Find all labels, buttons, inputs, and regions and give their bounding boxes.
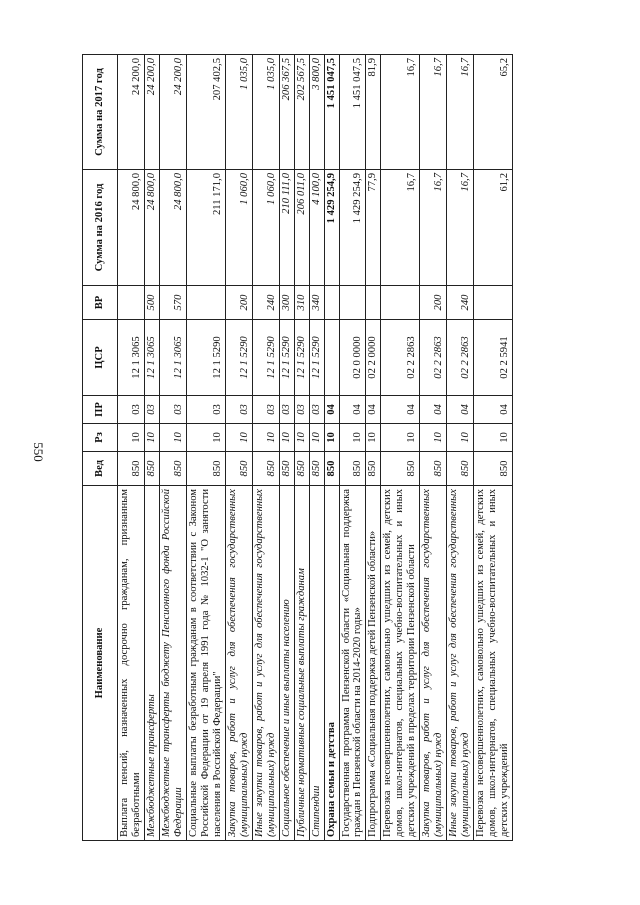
table-row bbox=[186, 55, 225, 841]
header-csr: ЦСР bbox=[83, 320, 118, 396]
row-sum-2017: 1 035,0 bbox=[225, 55, 252, 170]
row-csr: 02 2 5941 bbox=[474, 320, 513, 396]
row-csr: 02 2 2863 bbox=[420, 320, 447, 396]
row-name: Перевозка несовершеннолетних, самовольно ушедших из семей, детских домов, школ-интернатов, специальных учебно-воспитательных и иных детских учреждений bbox=[474, 486, 513, 841]
row-rz: 10 bbox=[381, 424, 420, 452]
row-sum-2017: 24 200,0 bbox=[159, 55, 186, 170]
row-name: Иные закупки товаров, работ и услуг для обеспечения государственных (муниципальных) нужд bbox=[252, 486, 279, 841]
row-csr: 12 1 3065 bbox=[159, 320, 186, 396]
row-rz: 10 bbox=[279, 424, 294, 452]
row-ved: 850 bbox=[420, 452, 447, 486]
row-csr: 12 1 5290 bbox=[279, 320, 294, 396]
row-ved: 850 bbox=[339, 452, 366, 486]
row-name: Публичные нормативные социальные выплаты гражданам bbox=[294, 486, 309, 841]
row-pr: 03 bbox=[159, 396, 186, 424]
row-pr: 04 bbox=[474, 396, 513, 424]
row-sum-2016: 1 060,0 bbox=[225, 170, 252, 286]
row-rz: 10 bbox=[159, 424, 186, 452]
row-sum-2016: 24 800,0 bbox=[159, 170, 186, 286]
header-pr: ПР bbox=[83, 396, 118, 424]
row-name: Социальные выплаты безработным гражданам в соответствии с Законом Российской Федерации от 19 апреля 1991 года № 1032-1 "О занятости населения в Российской Федерации" bbox=[186, 486, 225, 841]
row-csr: 02 2 0000 bbox=[366, 320, 381, 396]
row-csr bbox=[324, 320, 339, 396]
row-ved: 850 bbox=[252, 452, 279, 486]
row-rz: 10 bbox=[366, 424, 381, 452]
row-rz: 10 bbox=[294, 424, 309, 452]
row-ved: 850 bbox=[159, 452, 186, 486]
row-rz: 10 bbox=[447, 424, 474, 452]
header-name: Наименование bbox=[83, 486, 118, 841]
row-pr: 03 bbox=[225, 396, 252, 424]
row-csr: 12 1 3065 bbox=[144, 320, 159, 396]
row-sum-2016: 1 429 254,9 bbox=[339, 170, 366, 286]
row-vr: 300 bbox=[279, 286, 294, 320]
header-sum-2017: Сумма на 2017 год bbox=[83, 55, 118, 170]
row-vr: 340 bbox=[309, 286, 324, 320]
row-ved: 850 bbox=[144, 452, 159, 486]
row-ved: 850 bbox=[366, 452, 381, 486]
table-row bbox=[159, 55, 186, 841]
rotated-table-container bbox=[82, 55, 594, 841]
row-name: Государственная программа Пензенской области «Социальная поддержка граждан в Пензенской области на 2014-2020 годы» bbox=[339, 486, 366, 841]
row-sum-2017: 1 451 047,5 bbox=[324, 55, 339, 170]
row-csr: 12 1 5290 bbox=[309, 320, 324, 396]
row-vr: 200 bbox=[225, 286, 252, 320]
table-row bbox=[252, 55, 279, 841]
row-sum-2017: 24 200,0 bbox=[118, 55, 145, 170]
row-name: Иные закупки товаров, работ и услуг для обеспечения государственных (муниципальных) нужд bbox=[447, 486, 474, 841]
row-name: Подпрограмма «Социальная поддержка детей Пензенской области» bbox=[366, 486, 381, 841]
row-sum-2016: 24 800,0 bbox=[118, 170, 145, 286]
row-sum-2016: 24 800,0 bbox=[144, 170, 159, 286]
row-pr: 04 bbox=[420, 396, 447, 424]
row-csr: 12 1 5290 bbox=[225, 320, 252, 396]
row-sum-2017: 81,9 bbox=[366, 55, 381, 170]
row-pr: 03 bbox=[279, 396, 294, 424]
row-vr bbox=[366, 286, 381, 320]
row-rz: 10 bbox=[118, 424, 145, 452]
row-csr: 02 2 2863 bbox=[381, 320, 420, 396]
table-row bbox=[339, 55, 366, 841]
row-rz: 10 bbox=[144, 424, 159, 452]
row-name: Межбюджетные трансферты бюджету Пенсионного фонда Российской Федерации bbox=[159, 486, 186, 841]
row-rz: 10 bbox=[474, 424, 513, 452]
row-sum-2016: 16,7 bbox=[447, 170, 474, 286]
row-sum-2016: 210 111,0 bbox=[279, 170, 294, 286]
row-rz: 10 bbox=[339, 424, 366, 452]
header-ved: Вед bbox=[83, 452, 118, 486]
row-ved: 850 bbox=[309, 452, 324, 486]
row-sum-2017: 24 200,0 bbox=[144, 55, 159, 170]
row-ved: 850 bbox=[225, 452, 252, 486]
row-sum-2016: 206 011,0 bbox=[294, 170, 309, 286]
row-csr: 12 1 3065 bbox=[118, 320, 145, 396]
table-row bbox=[225, 55, 252, 841]
row-pr: 03 bbox=[144, 396, 159, 424]
row-sum-2016: 1 060,0 bbox=[252, 170, 279, 286]
table-row bbox=[279, 55, 294, 841]
row-pr: 04 bbox=[366, 396, 381, 424]
row-rz: 10 bbox=[186, 424, 225, 452]
table-row bbox=[366, 55, 381, 841]
row-pr: 04 bbox=[339, 396, 366, 424]
page-number: 550 bbox=[31, 442, 46, 462]
table-row bbox=[474, 55, 513, 841]
table-row bbox=[447, 55, 474, 841]
row-sum-2017: 3 800,0 bbox=[309, 55, 324, 170]
header-rz: Рз bbox=[83, 424, 118, 452]
row-rz: 10 bbox=[309, 424, 324, 452]
row-sum-2016: 1 429 254,9 bbox=[324, 170, 339, 286]
table-row bbox=[294, 55, 309, 841]
row-pr: 03 bbox=[118, 396, 145, 424]
row-name: Закупка товаров, работ и услуг для обеспечения государственных (муниципальных) нужд bbox=[420, 486, 447, 841]
row-sum-2016: 4 100,0 bbox=[309, 170, 324, 286]
row-pr: 04 bbox=[447, 396, 474, 424]
row-pr: 04 bbox=[381, 396, 420, 424]
row-sum-2016: 16,7 bbox=[420, 170, 447, 286]
row-sum-2016: 77,9 bbox=[366, 170, 381, 286]
row-vr bbox=[339, 286, 366, 320]
row-vr: 570 bbox=[159, 286, 186, 320]
row-vr: 240 bbox=[447, 286, 474, 320]
row-sum-2016: 61,2 bbox=[474, 170, 513, 286]
row-rz: 10 bbox=[324, 424, 339, 452]
row-rz: 10 bbox=[252, 424, 279, 452]
row-ved: 850 bbox=[279, 452, 294, 486]
row-sum-2017: 65,2 bbox=[474, 55, 513, 170]
row-vr: 500 bbox=[144, 286, 159, 320]
row-csr: 12 1 5290 bbox=[252, 320, 279, 396]
row-name: Стипендии bbox=[309, 486, 324, 841]
table-header-row bbox=[83, 55, 118, 841]
row-csr: 02 0 0000 bbox=[339, 320, 366, 396]
row-pr: 03 bbox=[309, 396, 324, 424]
row-pr: 04 bbox=[324, 396, 339, 424]
row-sum-2017: 16,7 bbox=[381, 55, 420, 170]
header-vr: ВР bbox=[83, 286, 118, 320]
row-sum-2016: 211 171,0 bbox=[186, 170, 225, 286]
row-pr: 03 bbox=[252, 396, 279, 424]
row-sum-2017: 1 451 047,5 bbox=[339, 55, 366, 170]
row-ved: 850 bbox=[474, 452, 513, 486]
row-name: Выплата пенсий, назначенных досрочно гражданам, признанным безработными bbox=[118, 486, 145, 841]
row-csr: 02 2 2863 bbox=[447, 320, 474, 396]
row-sum-2017: 16,7 bbox=[420, 55, 447, 170]
row-name: Закупка товаров, работ и услуг для обеспечения государственных (муниципальных) нужд bbox=[225, 486, 252, 841]
row-vr bbox=[474, 286, 513, 320]
row-vr: 310 bbox=[294, 286, 309, 320]
row-ved: 850 bbox=[186, 452, 225, 486]
row-name: Межбюджетные трансферты bbox=[144, 486, 159, 841]
row-name: Охрана семьи и детства bbox=[324, 486, 339, 841]
row-rz: 10 bbox=[420, 424, 447, 452]
table-row bbox=[118, 55, 145, 841]
row-vr: 240 bbox=[252, 286, 279, 320]
row-vr bbox=[186, 286, 225, 320]
header-sum-2016: Сумма на 2016 год bbox=[83, 170, 118, 286]
row-pr: 03 bbox=[294, 396, 309, 424]
budget-table bbox=[82, 54, 513, 841]
table-row bbox=[381, 55, 420, 841]
row-rz: 10 bbox=[225, 424, 252, 452]
table-body bbox=[118, 55, 513, 841]
row-sum-2017: 207 402,5 bbox=[186, 55, 225, 170]
row-sum-2017: 206 367,5 bbox=[279, 55, 294, 170]
row-ved: 850 bbox=[324, 452, 339, 486]
row-ved: 850 bbox=[381, 452, 420, 486]
row-csr: 12 1 5290 bbox=[186, 320, 225, 396]
row-name: Перевозка несовершеннолетних, самовольно ушедших из семей, детских домов, школ-интернатов, специальных учебно-воспитательных и иных детских учреждений в пределах территории Пензенской области bbox=[381, 486, 420, 841]
row-sum-2017: 202 567,5 bbox=[294, 55, 309, 170]
row-ved: 850 bbox=[447, 452, 474, 486]
row-csr: 12 1 5290 bbox=[294, 320, 309, 396]
row-sum-2017: 1 035,0 bbox=[252, 55, 279, 170]
row-name: Социальное обеспечение и иные выплаты населению bbox=[279, 486, 294, 841]
row-sum-2016: 16,7 bbox=[381, 170, 420, 286]
table-row bbox=[144, 55, 159, 841]
table-row bbox=[420, 55, 447, 841]
row-vr bbox=[118, 286, 145, 320]
table-row bbox=[324, 55, 339, 841]
row-sum-2017: 16,7 bbox=[447, 55, 474, 170]
row-ved: 850 bbox=[118, 452, 145, 486]
row-vr bbox=[381, 286, 420, 320]
row-pr: 03 bbox=[186, 396, 225, 424]
table-row bbox=[309, 55, 324, 841]
row-ved: 850 bbox=[294, 452, 309, 486]
row-vr: 200 bbox=[420, 286, 447, 320]
row-vr bbox=[324, 286, 339, 320]
